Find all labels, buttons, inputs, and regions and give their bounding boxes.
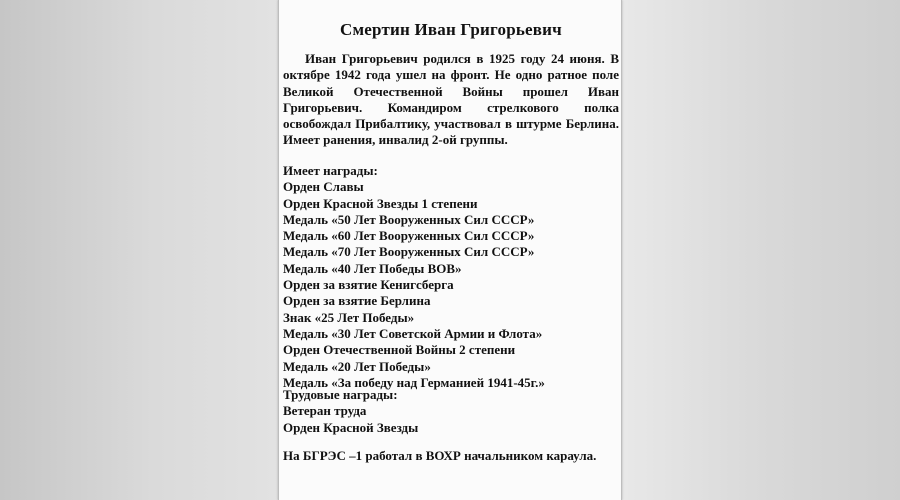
document-title: Смертин Иван Григорьевич <box>340 20 562 39</box>
award-item: Медаль «30 Лет Советской Армии и Флота» <box>283 325 543 341</box>
background-right <box>622 0 900 500</box>
award-item: Орден Славы <box>283 179 364 195</box>
award-item: Орден за взятие Кенигсберга <box>283 277 454 293</box>
award-item: Орден Красной Звезды 1 степени <box>283 195 478 211</box>
labor-awards-section <box>283 387 619 436</box>
biography-line: Иван Григорьевич родился в 1925 году 24 июня. В <box>305 51 619 66</box>
background-left <box>0 0 278 500</box>
award-item: Медаль «20 Лет Победы» <box>283 358 431 374</box>
document-sheet <box>278 0 622 500</box>
biography-line: октябре 1942 года ушел на фронт. Не одно ратное поле <box>283 67 619 83</box>
labor-award-item: Орден Красной Звезды <box>283 419 419 435</box>
labor-award-item: Ветеран труда <box>283 403 367 419</box>
award-item: Медаль «70 Лет Вооруженных Сил СССР» <box>283 244 535 260</box>
award-item: Орден Отечественной Войны 2 степени <box>283 342 516 358</box>
award-item: Медаль «За победу над Германией 1941-45г.» <box>283 374 545 390</box>
award-item: Медаль «50 Лет Вооруженных Сил СССР» <box>283 211 535 227</box>
biography-line: Имеет ранения, инвалид 2-ой группы. <box>283 132 508 148</box>
labor-awards-heading: Трудовые награды: <box>283 387 398 402</box>
award-item: Орден за взятие Берлина <box>283 293 431 309</box>
employment-note: На БГРЭС –1 работал в ВОХР начальником караула. <box>283 448 597 463</box>
biography-line: освобождал Прибалтику, участвовал в штурме Берлина. <box>283 116 619 132</box>
award-item: Знак «25 Лет Победы» <box>283 309 415 325</box>
biography-paragraph <box>279 51 622 149</box>
biography-line: Григорьевич. Командиром стрелкового полка <box>283 99 619 115</box>
awards-heading: Имеет награды: <box>283 163 378 178</box>
award-item: Медаль «60 Лет Вооруженных Сил СССР» <box>283 228 535 244</box>
award-item: Медаль «40 Лет Победы ВОВ» <box>283 260 462 276</box>
awards-section <box>283 163 619 391</box>
biography-line: Великой Отечественной Войны прошел Иван <box>283 83 619 99</box>
